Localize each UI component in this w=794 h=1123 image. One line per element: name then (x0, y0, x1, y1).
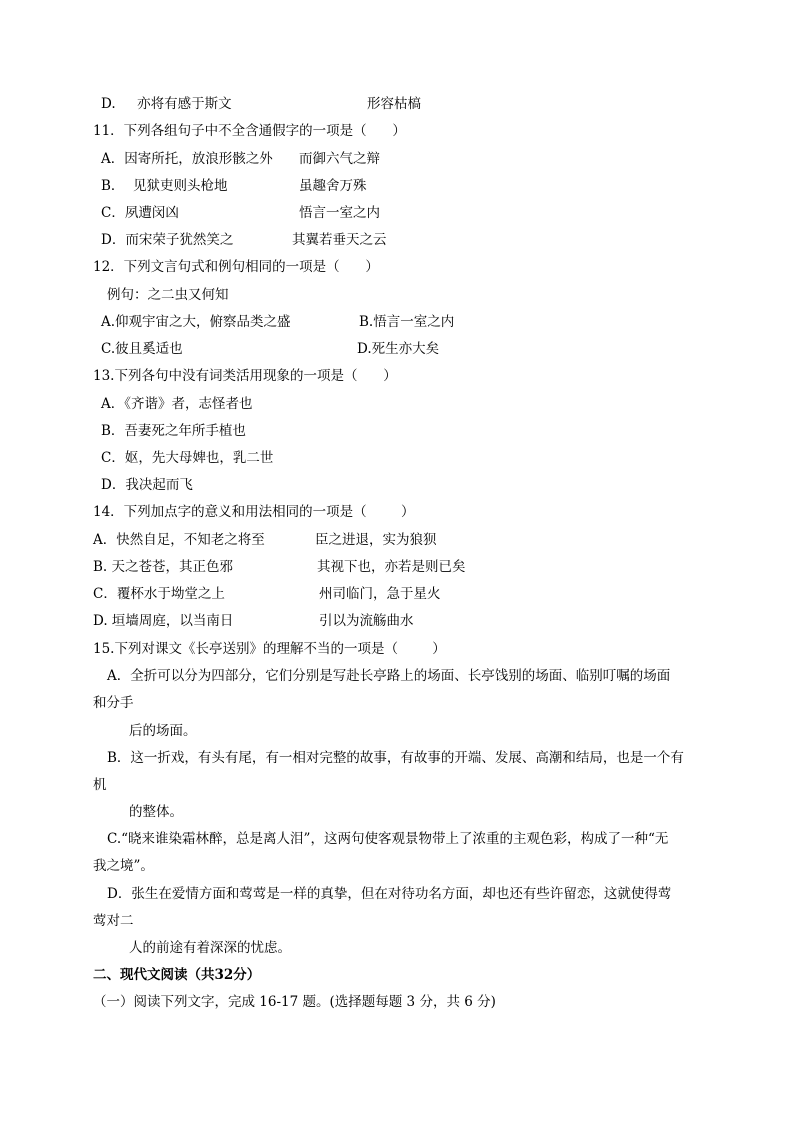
q10-option-d-left: D. 亦将有感于斯文 (101, 96, 232, 112)
question-11: 11．下列各组句子中不全含通假字的一项是（ ） (93, 123, 406, 139)
q14-option-b-right: 其视下也，亦若是则已矣 (317, 559, 466, 575)
q14-option-c-right: 州司临门，急于星火 (319, 586, 441, 602)
q14-option-b-left: B. 天之苍苍，其正色邪 (93, 559, 234, 575)
q13-option-d: D．我决起而飞 (101, 477, 193, 493)
q11-option-c-right: 悟言一室之内 (299, 205, 380, 221)
question-12: 12．下列文言句式和例句相同的一项是（ ） (93, 259, 379, 275)
q14-option-c-left: C．覆杯水于坳堂之上 (93, 586, 225, 602)
q11-option-d-left: D．而宋荣子犹然笑之 (101, 232, 234, 248)
section-2-heading: 二、现代文阅读（共32分） (93, 967, 261, 983)
q15-option-b-line3: 的整体。 (129, 804, 183, 820)
q11-option-a-right: 而御六气之辩 (299, 151, 380, 167)
question-13: 13.下列各句中没有词类活用现象的一项是（ ） (93, 368, 397, 384)
q11-option-c-left: C．夙遭闵凶 (101, 205, 179, 221)
q13-option-c: C．妪，先大母婢也，乳二世 (101, 450, 274, 466)
section-2-part-1-instruction: （一）阅读下列文字，完成 16-17 题。(选择题每题 3 分，共 6 分) (93, 994, 496, 1010)
q14-option-a-right: 臣之进退，实为狼狈 (315, 532, 437, 548)
q13-option-b: B．吾妻死之年所手植也 (101, 423, 246, 439)
q11-option-d-right: 其翼若垂天之云 (292, 232, 387, 248)
q15-option-d-line3: 人的前途有着深深的忧虑。 (129, 940, 291, 956)
q15-option-a-line1: A．全折可以分为四部分，它们分别是写赴长亭路上的场面、长亭饯别的场面、临别叮嘱的场面 (107, 668, 671, 684)
q12-option-d: D.死生亦大矣 (357, 341, 440, 357)
q13-option-a: A．《齐谐》者，志怪者也 (101, 396, 253, 412)
q12-example: 例句：之二虫又何知 (107, 287, 229, 303)
q14-option-d-right: 引以为流觞曲水 (319, 613, 414, 629)
q15-option-b-line2: 机 (93, 777, 107, 793)
q12-option-c: C.彼且奚适也 (101, 341, 183, 357)
question-14: 14．下列加点字的意义和用法相同的一项是（ ） (93, 504, 415, 520)
q15-option-a-line2: 和分手 (93, 695, 134, 711)
q11-option-b-right: 虽趣舍万殊 (299, 178, 367, 194)
q15-option-d-line2: 莺对二 (93, 913, 134, 929)
q11-option-a-left: A．因寄所托，放浪形骸之外 (101, 151, 273, 167)
q15-option-c-line1: C.“晓来谁染霜林醉，总是离人泪”，这两句使客观景物带上了浓重的主观色彩，构成了一种“无 (107, 831, 669, 847)
q14-option-a-left: A．快然自足，不知老之将至 (93, 532, 265, 548)
q14-option-d-left: D. 垣墙周庭，以当南日 (93, 613, 234, 629)
question-15: 15.下列对课文《长亭送别》的理解不当的一项是（ ） (93, 641, 446, 657)
q15-option-c-line2: 我之境”。 (93, 858, 154, 874)
q12-option-b: B.悟言一室之内 (359, 314, 455, 330)
q15-option-b-line1: B．这一折戏，有头有尾，有一相对完整的故事，有故事的开端、发展、高潮和结局，也是一个有 (107, 750, 684, 766)
q11-option-b-left: B． 见狱吏则头枪地 (101, 178, 228, 194)
q15-option-a-line3: 后的场面。 (129, 723, 197, 739)
q10-option-d-right: 形容枯槁 (367, 96, 421, 112)
q15-option-d-line1: D．张生在爱情方面和莺莺是一样的真挚，但在对待功名方面，却也还有些许留恋，这就使得莺 (107, 886, 672, 902)
q12-option-a: A.仰观宇宙之大，俯察品类之盛 (101, 314, 291, 330)
